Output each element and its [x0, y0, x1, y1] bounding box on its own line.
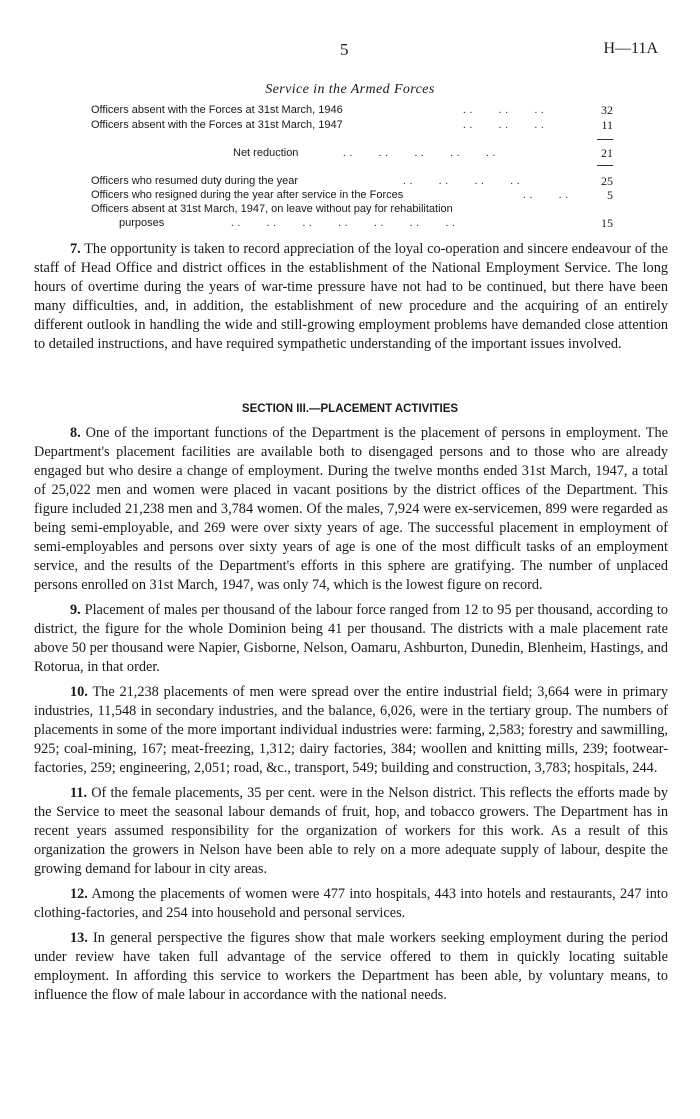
paragraph-text: In general perspective the figures show that male workers seeking employment during the period under review have taken full advantage of the service offered to them in quickly locating suitable employment. In affording this service to workers the Department has been able, by voluntary means, to influence the flow of male labour in accordance with the national needs.	[34, 930, 668, 1003]
paragraph-number: 8.	[70, 425, 81, 441]
paragraph	[34, 424, 668, 595]
paragraph	[34, 601, 668, 677]
forces-row	[91, 216, 613, 230]
paragraph-text: Among the placements of women were 477 into hospitals, 443 into hotels and restaurants, 247 into clothing-factories, and 254 into household and personal services.	[34, 886, 668, 921]
forces-row-value: 21	[601, 146, 613, 160]
paragraph-text: One of the important functions of the Department is the placement of persons in employment. The Department's placement facilities are available both to disengaged persons and to those who are already engaged but who desire a change of employment. During the twelve months ended 31st March, 1947, a total of 25,022 men and women were placed in vacant positions by the district offices of the Department. This figure included 21,238 men and 3,784 women. Of the males, 7,924 were ex-servicemen, 899 were regarded as being semi-employable, and 269 were over sixty years of age. The successful placement in employment of semi-employables and persons over sixty years of age is one of the most difficult tasks of an employment service, and the results of the Department's efforts in this sphere are gratifying. The number of unplaced persons enrolled on 31st March, 1947, was only 74, which is the lowest figure on record.	[34, 425, 668, 593]
page-number: 5	[340, 40, 349, 59]
subtotal-rule	[597, 139, 613, 140]
total-rule	[597, 165, 613, 166]
forces-row-label: Net reduction	[233, 147, 299, 159]
paragraph-number: 12.	[70, 886, 88, 902]
paragraph	[34, 885, 668, 923]
forces-row-value: 15	[601, 216, 613, 230]
dot-leader: . . . .	[523, 189, 569, 201]
section-heading: SECTION III.—PLACEMENT ACTIVITIES	[241, 403, 459, 415]
forces-row-label: Officers absent with the Forces at 31st March, 1946	[91, 104, 343, 116]
forces-table-title: Service in the Armed Forces	[265, 82, 435, 97]
dot-leader: . . . . . .	[463, 119, 545, 131]
dot-leader: . . . . . . . .	[403, 175, 520, 187]
paragraph-number: 10.	[70, 684, 88, 700]
forces-row-value: 25	[601, 174, 613, 188]
dot-leader: . . . . . .	[463, 104, 545, 116]
forces-row-label: Officers who resumed duty during the year	[91, 175, 299, 187]
forces-row-label: Officers absent with the Forces at 31st March, 1947	[91, 119, 343, 131]
paragraph	[34, 929, 668, 1005]
forces-row	[91, 146, 613, 160]
document-code: H—11A	[603, 40, 658, 57]
paragraph-number: 13.	[70, 930, 88, 946]
forces-row-label: Officers absent at 31st March, 1947, on leave without pay for rehabilitation	[91, 203, 453, 215]
paragraph-text: The opportunity is taken to record appreciation of the loyal co-operation and sincere endeavour of the staff of Head Office and district offices in the establishment of the National Employment Service. The long hours of overtime during the years of war-time pressure have not had to be continued, but there have been many difficulties, and, in addition, the establishment of new procedure and the acquiring of an entirely different outlook in handling the wide and still-growing employment problems have demanded close attention to detailed instructions, and have required sympathetic understanding of the important issues involved.	[34, 241, 668, 352]
forces-row	[91, 188, 613, 202]
paragraph-block-upper	[34, 240, 668, 354]
forces-row-label: purposes	[119, 217, 165, 229]
forces-row	[91, 118, 613, 132]
paragraph	[34, 784, 668, 879]
dot-leader: . . . . . . . . . .	[343, 147, 496, 159]
paragraph-number: 11.	[70, 785, 88, 801]
paragraph-text: Of the female placements, 35 per cent. were in the Nelson district. This reflects the efforts made by the Service to meet the seasonal labour demands of fruit, hop, and tobacco growers. The Department has in recent years assumed responsibility for the organization of workers for this work. As a result of this organization the growers in Nelson have been able to rely on a more adequate supply of labour, despite the growing demand for labour in city areas.	[34, 785, 668, 877]
forces-row-label: Officers who resigned during the year after service in the Forces	[91, 189, 404, 201]
forces-row-value: 5	[607, 188, 613, 202]
paragraph	[34, 240, 668, 354]
paragraph-text: Placement of males per thousand of the labour force ranged from 12 to 95 per thousand, according to district, the figure for the whole Dominion being 41 per thousand. The districts with a male placement rate above 50 per thousand were Napier, Gisborne, Nelson, Oamaru, Ashburton, Dunedin, Blenheim, Hastings, and Rotorua, in that order.	[34, 602, 668, 675]
dot-leader: . . . . . . . . . . . . . .	[231, 217, 456, 229]
forces-row	[91, 202, 613, 216]
paragraph	[34, 683, 668, 778]
paragraph-number: 7.	[70, 241, 81, 257]
forces-row-value: 11	[601, 118, 613, 132]
paragraph-number: 9.	[70, 602, 81, 618]
forces-row	[91, 103, 613, 117]
forces-row	[91, 174, 613, 188]
paragraph-block-lower	[34, 424, 668, 1005]
forces-row-value: 32	[601, 103, 613, 117]
paragraph-text: The 21,238 placements of men were spread over the entire industrial field; 3,664 were in primary industries, 11,548 in secondary industries, and the balance, 6,026, were in the tertiary group. The numbers of placements in some of the more important individual industries were: farming, 2,583; forestry and sawmilling, 925; coal-mining, 167; meat-freezing, 1,312; dairy factories, 384; woollen and knitting mills, 239; footwear-factories, 259; engineering, 2,051; road, &c., transport, 549; building and construction, 3,783; hospitals, 244.	[34, 684, 668, 776]
